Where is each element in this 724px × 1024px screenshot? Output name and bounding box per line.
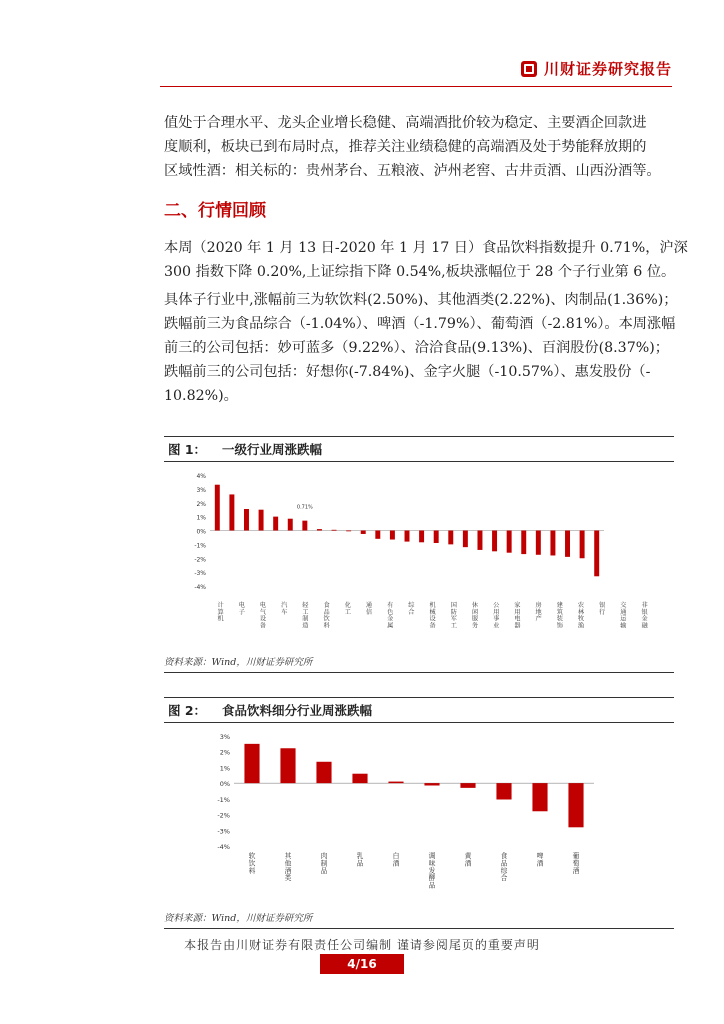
intro-paragraph — [164, 111, 674, 183]
category-label-char: 品 — [428, 881, 436, 890]
bar — [521, 531, 526, 555]
category-label-char: 黄 — [464, 852, 472, 860]
bar — [448, 531, 453, 545]
category-label-char: 酒 — [572, 866, 580, 875]
review-line: 跌幅前三的公司包括：好想你(-7.84%)、金字火腿（-10.57%）、惠发股份（- — [164, 364, 651, 380]
bar — [288, 519, 293, 531]
bar — [280, 748, 295, 783]
y-tick-label: 0% — [196, 528, 206, 536]
y-tick-label: -1% — [217, 795, 230, 804]
category-label-char: 品 — [320, 866, 328, 875]
category-label — [357, 851, 364, 867]
review-line: 前三的公司包括：妙可蓝多（9.22%）、洽洽食品(9.13%)、百润股份(8.37%)； — [164, 340, 669, 356]
y-tick-label: -3% — [217, 827, 230, 836]
category-label-char: 公 — [493, 602, 500, 609]
category-label-char: 机 — [217, 615, 224, 623]
category-label-char: 用 — [493, 608, 500, 616]
bar — [361, 531, 366, 534]
category-label-char: 筑 — [556, 608, 563, 616]
category-label-char: 化 — [344, 602, 351, 609]
bar — [244, 509, 249, 531]
category-label-char: 肉 — [320, 852, 328, 860]
category-label — [514, 601, 521, 629]
y-tick-label: -2% — [194, 556, 206, 564]
bar — [550, 531, 555, 556]
category-label-char: 械 — [429, 608, 436, 616]
category-label — [501, 851, 508, 882]
y-tick-label: -2% — [217, 811, 230, 820]
category-label-char: 品 — [500, 859, 508, 868]
category-label-char: 软 — [248, 852, 256, 860]
category-label-char: 器 — [514, 622, 521, 630]
bar — [316, 762, 331, 783]
bar — [273, 517, 278, 531]
y-tick-label: 3% — [219, 733, 230, 741]
figure2-header — [164, 697, 674, 723]
category-label-char: 制 — [302, 615, 309, 623]
bar — [388, 782, 403, 784]
category-label-char: 国 — [450, 602, 457, 609]
category-label-char: 装 — [556, 615, 563, 623]
category-label-char: 设 — [259, 615, 267, 623]
category-label-char: 酒 — [536, 859, 544, 868]
bar — [477, 531, 482, 550]
category-label-char: 合 — [500, 874, 508, 883]
category-label — [537, 851, 544, 867]
figure1-title: 一级行业周涨跌幅 — [222, 442, 323, 457]
category-label-char: 味 — [428, 859, 436, 868]
category-label — [387, 601, 393, 629]
category-label-char: 牧 — [577, 615, 585, 623]
category-label-char: 闲 — [471, 608, 479, 616]
category-label — [249, 851, 256, 875]
category-label — [281, 601, 288, 616]
review-line: 具体子行业中,涨幅前三为软饮料(2.50%)、其他酒类(2.22%)、肉制品(1.36%)； — [164, 292, 678, 308]
category-label-char: 地 — [535, 608, 542, 616]
category-label-char: 料 — [323, 622, 330, 630]
review-paragraph-1 — [164, 236, 688, 284]
category-label-char: 家 — [514, 602, 521, 609]
category-label-char: 融 — [641, 622, 648, 630]
bar — [594, 531, 599, 577]
category-label-char: 其 — [284, 852, 292, 860]
y-tick-label: 0% — [219, 780, 230, 789]
category-label-char: 发 — [428, 866, 436, 875]
category-label-char: 务 — [471, 622, 479, 630]
category-label — [451, 601, 457, 629]
category-label — [366, 601, 372, 616]
category-label-char: 输 — [620, 622, 627, 630]
category-label-char: 通 — [365, 602, 373, 609]
bar-data-label: 0.71% — [296, 504, 313, 511]
category-label — [218, 601, 224, 623]
category-label-char: 休 — [471, 602, 479, 609]
category-label-char: 轻 — [302, 602, 309, 609]
review-line: 300 指数下降 0.20%,上证综指下降 0.54%,板块涨幅位于 28 个子行业第 6 位。 — [164, 264, 676, 280]
category-label — [430, 601, 437, 629]
category-label-char: 有 — [387, 602, 394, 609]
y-tick-label: 4% — [196, 473, 206, 480]
category-label-char: 军 — [450, 615, 457, 623]
figure1-header — [164, 436, 674, 462]
bar — [229, 494, 234, 530]
bar — [424, 783, 439, 785]
bar — [244, 744, 259, 783]
category-label-char: 乳 — [356, 852, 364, 860]
bar — [259, 510, 264, 531]
category-label-char: 非 — [641, 602, 648, 609]
bar — [532, 783, 547, 811]
category-label — [472, 601, 479, 629]
category-label-char: 色 — [387, 608, 394, 616]
bar — [317, 529, 322, 530]
category-label-char: 属 — [387, 622, 394, 630]
category-label — [408, 601, 415, 616]
bar — [434, 531, 439, 543]
category-label-char: 事 — [493, 615, 500, 623]
category-label — [578, 601, 585, 629]
category-label-char: 酒 — [464, 859, 472, 868]
bar — [565, 531, 570, 557]
y-tick-label: 2% — [219, 748, 230, 757]
category-label-char: 白 — [392, 852, 400, 860]
category-label — [260, 601, 267, 629]
bar — [390, 531, 395, 540]
category-label-char: 酒 — [284, 866, 292, 875]
category-label-char: 综 — [500, 866, 508, 875]
brand-name: 川财证券研究报告 — [543, 60, 672, 78]
intro-line: 度顺利，板块已到布局时点，推荐关注业绩稳健的高端酒及处于势能释放期的 — [164, 139, 647, 155]
category-label-char: 用 — [514, 608, 521, 616]
figure2-title: 食品饮料细分行业周涨跌幅 — [222, 703, 373, 718]
category-label — [620, 601, 627, 629]
review-line: 10.82%)。 — [164, 388, 238, 404]
category-label-char: 饮 — [323, 615, 330, 623]
category-label — [642, 601, 649, 629]
category-label — [429, 852, 436, 890]
category-label-char: 业 — [493, 622, 500, 630]
figure1-source: 资料来源：Wind，川财证券研究所 — [164, 654, 674, 673]
category-label-char: 食 — [500, 852, 508, 860]
category-label-char: 饮 — [248, 859, 256, 868]
review-paragraph-2 — [164, 288, 678, 408]
category-label — [321, 851, 328, 875]
category-label — [239, 601, 245, 616]
category-label-char: 他 — [284, 859, 292, 868]
bar — [580, 531, 585, 559]
food-subsector-weekly-change-chart — [164, 724, 674, 906]
bar — [375, 531, 380, 539]
category-label-char: 啤 — [536, 852, 544, 860]
review-line: 本周（2020 年 1 月 13 日-2020 年 1 月 17 日）食品饮料指数提升 0.71%，沪深 — [164, 240, 688, 256]
category-label-char: 饰 — [556, 622, 563, 630]
category-label — [536, 601, 542, 623]
category-label-char: 服 — [471, 615, 479, 623]
category-label — [465, 851, 473, 867]
y-tick-label: 3% — [196, 486, 206, 494]
bar — [496, 783, 511, 799]
category-label-char: 葡 — [572, 852, 580, 860]
category-label-char: 房 — [535, 602, 542, 609]
category-label-char: 工 — [344, 608, 351, 616]
bar — [302, 521, 307, 531]
category-label-char: 综 — [408, 602, 415, 609]
category-label-char: 运 — [620, 615, 627, 623]
bar — [419, 531, 424, 543]
y-tick-label: 1% — [196, 514, 206, 522]
category-label-char: 子 — [238, 608, 245, 616]
bar — [568, 783, 583, 827]
category-label-char: 算 — [217, 608, 224, 616]
category-label-char: 金 — [641, 615, 648, 623]
category-label-char: 银 — [641, 608, 648, 616]
category-label-char: 类 — [284, 874, 292, 883]
category-label-char: 金 — [387, 615, 394, 623]
category-label — [493, 602, 500, 629]
figure1-label: 图 1： — [168, 442, 207, 457]
page-number: 4/16 — [320, 954, 404, 974]
bar — [346, 531, 351, 532]
industry-weekly-change-chart — [164, 462, 674, 652]
category-label-char: 酒 — [392, 859, 400, 868]
category-label-char: 农 — [577, 602, 585, 609]
bar — [492, 531, 497, 552]
category-label-char: 交 — [620, 602, 627, 609]
section-title: 二、行情回顾 — [164, 201, 266, 221]
figure2-source: 资料来源：Wind，川财证券研究所 — [164, 910, 674, 929]
category-label-char: 酵 — [428, 874, 436, 883]
category-label — [393, 851, 400, 867]
bar — [352, 774, 367, 783]
bar — [405, 531, 410, 542]
bar — [463, 531, 468, 548]
y-tick-label: 2% — [196, 500, 206, 508]
category-label-char: 行 — [599, 608, 606, 616]
category-label-char: 制 — [320, 859, 328, 868]
category-label-char: 建 — [556, 602, 563, 609]
figure2-label: 图 2： — [168, 703, 207, 718]
y-tick-label: -3% — [194, 570, 206, 578]
category-label — [285, 851, 293, 882]
category-label-char: 电 — [514, 615, 521, 623]
category-label-char: 备 — [259, 622, 267, 630]
category-label-char: 食 — [323, 602, 330, 609]
chuancai-logo-icon — [520, 60, 538, 78]
brand-logo — [520, 58, 672, 79]
y-tick-label: -1% — [194, 542, 206, 550]
category-label-char: 工 — [450, 622, 457, 630]
category-label-char: 银 — [599, 602, 606, 609]
category-label — [345, 601, 351, 616]
intro-line: 区域性酒：相关标的：贵州茅台、五粮液、泸州老窖、古井贡酒、山西汾酒等。 — [164, 163, 661, 179]
category-label-char: 电 — [238, 602, 245, 609]
category-label-char: 计 — [217, 602, 224, 609]
intro-line: 值处于合理水平、龙头企业增长稳健、高端酒批价较为稳定、主要酒企回款进 — [164, 115, 647, 131]
category-label-char: 品 — [323, 608, 330, 616]
category-label-char: 气 — [259, 608, 267, 616]
category-label-char: 机 — [429, 602, 436, 609]
category-label-char: 调 — [428, 852, 436, 860]
category-label-char: 萄 — [572, 859, 580, 868]
y-tick-label: -4% — [194, 584, 206, 591]
category-label-char: 防 — [450, 608, 457, 616]
page-header — [160, 56, 672, 87]
category-label-char: 产 — [535, 615, 542, 623]
category-label-char: 工 — [302, 608, 309, 616]
bar — [215, 485, 220, 531]
category-label-char: 通 — [620, 608, 627, 616]
category-label-char: 造 — [302, 622, 309, 630]
bar — [332, 530, 337, 531]
category-label-char: 设 — [429, 615, 436, 623]
category-label-char: 林 — [577, 608, 585, 616]
y-tick-label: -4% — [217, 843, 230, 851]
review-line: 跌幅前三为食品综合（-1.04%）、啤酒（-1.79%）、葡萄酒（-2.81%）。本周涨幅 — [164, 316, 676, 332]
category-label-char: 料 — [248, 866, 256, 875]
category-label — [557, 601, 564, 629]
bar — [460, 783, 475, 788]
category-label-char: 汽 — [281, 602, 288, 609]
category-label-char: 车 — [281, 608, 288, 616]
category-label — [324, 601, 331, 629]
bar — [507, 531, 512, 553]
category-label-char: 合 — [408, 608, 415, 616]
category-label-char: 电 — [259, 602, 267, 609]
category-label-char: 信 — [365, 608, 373, 616]
category-label-char: 渔 — [577, 622, 585, 630]
bar — [536, 531, 541, 555]
category-label — [599, 601, 605, 616]
y-tick-label: 1% — [219, 764, 230, 773]
category-label-char: 备 — [429, 622, 436, 630]
category-label — [302, 601, 309, 629]
category-label-char: 品 — [356, 859, 364, 868]
category-label — [573, 851, 580, 875]
footer-disclaimer: 本报告由川财证券有限责任公司编制 谨请参阅尾页的重要声明 — [184, 938, 540, 952]
